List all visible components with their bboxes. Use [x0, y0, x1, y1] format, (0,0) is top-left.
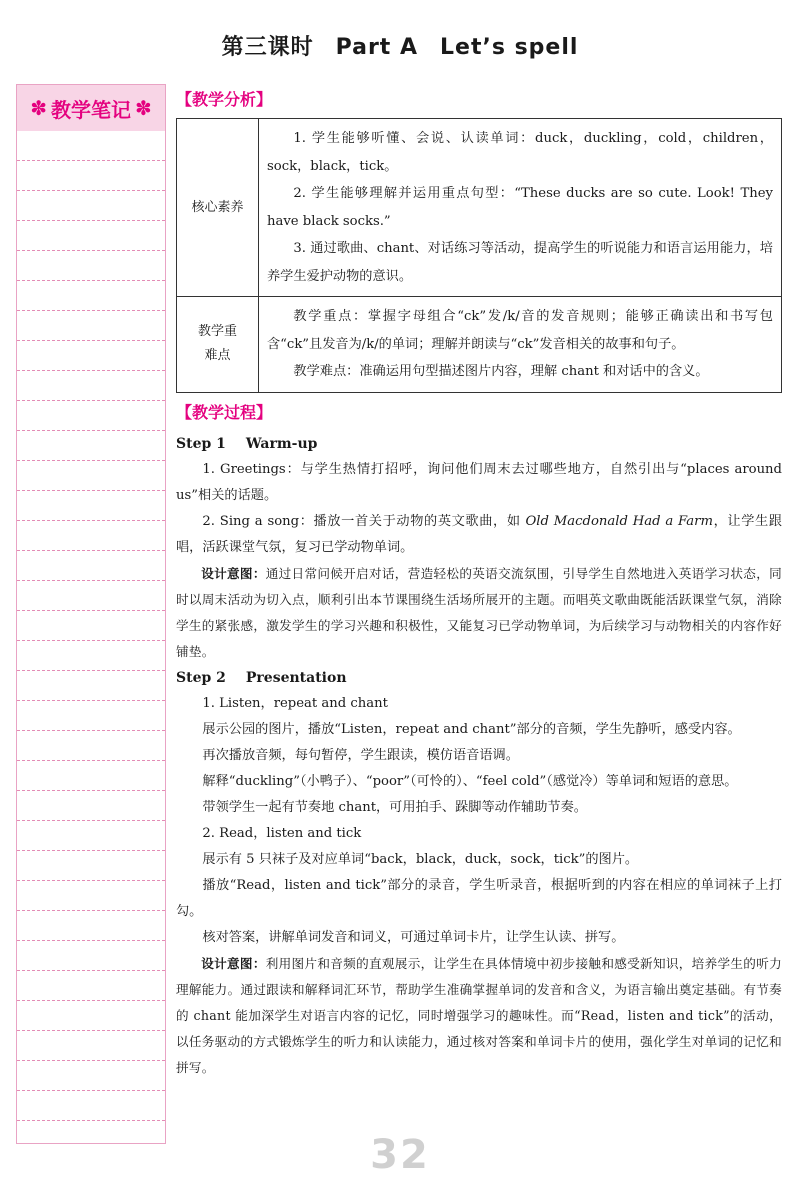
paragraph: 1. Listen，repeat and chant: [202, 695, 388, 711]
notes-ruled-lines: [17, 131, 165, 1143]
paragraph: 再次播放音频，每句暂停，学生跟读，模仿语音语调。: [202, 747, 519, 763]
step-1-title: Step 1 Warm-up: [176, 435, 318, 452]
flower-icon: ✽: [135, 96, 152, 120]
paragraph: 核对答案，讲解单词发音和词义，可通过单词卡片，让学生认读、拼写。: [202, 929, 625, 945]
design-intent: 设计意图：利用图片和音频的直观展示，让学生在具体情境中初步接触和感受新知识，培养学生的听力理解能力。通过跟读和解释词汇环节，帮助学生准确掌握单词的发音和含义，为语言输出奠定基础。有节奏的 chant 能加深学生对语言内容的记忆，同时增强学习的趣味性。而“Read，listen and tick”的活动，以任务驱动的方式锻炼学生的听力和认读能力，通过核对答案和单词卡片的使用，强化学生对单词的记忆和拼写。: [176, 955, 783, 1075]
paragraph: 2. 学生能够理解并运用重点句型：“These ducks are so cute. Look! They have black socks.”: [267, 186, 773, 229]
paragraph: 播放“Read，listen and tick”部分的录音，学生听录音，根据听到的内容在相应的单词袜子上打勾。: [176, 877, 782, 919]
design-intent: 设计意图：通过日常问候开启对话，营造轻松的英语交流氛围，引导学生自然地进入英语学习状态，同时以周末活动为切入点，顺利引出本节课围绕生活场所展开的主题。而唱英文歌曲既能活跃课堂气氛，消除学生的紧张感，激发学生的学习兴趣和积极性，又能复习已学动物单词，为后续学习与动物相关的内容作好铺垫。: [176, 565, 783, 659]
section-heading-process: 【教学过程】: [176, 402, 273, 422]
title-lesson-number: 第三课时: [221, 35, 314, 60]
row-label-core-literacy: 核心素养: [177, 119, 259, 297]
paragraph: 带领学生一起有节奏地 chant，可用拍手、跺脚等动作辅助节奏。: [202, 799, 587, 815]
paragraph: 2. Read，listen and tick: [202, 825, 362, 841]
analysis-table: [176, 118, 782, 393]
row-content-key-points: [259, 297, 782, 393]
page-number: 32: [370, 1132, 430, 1178]
page-title: [0, 30, 800, 61]
teaching-notes-header: [17, 85, 165, 131]
paragraph: 展示有 5 只袜子及对应单词“back，black，duck，sock，tick”的图片。: [202, 851, 639, 867]
teaching-notes-column: [16, 84, 166, 1144]
section-heading-analysis: 【教学分析】: [176, 90, 273, 109]
paragraph: 教学重点：掌握字母组合“ck”发/k/音的发音规则；能够正确读出和书写包含“ck”且发音为/k/的单词；理解并朗读与“ck”发音相关的故事和句子。: [267, 309, 773, 352]
paragraph: 解释“duckling”（小鸭子）、“poor”（可怜的）、“feel cold”（感觉冷）等单词和短语的意思。: [202, 773, 738, 789]
process-body: [176, 431, 782, 1081]
title-lesson-name: Let’s spell: [440, 35, 579, 60]
step-2-title: Step 2 Presentation: [176, 669, 347, 686]
paragraph: 2. Sing a song：播放一首关于动物的英文歌曲，如 Old Macdonald Had a Farm，让学生跟唱，活跃课堂气氛，复习已学动物单词。: [176, 513, 782, 555]
paragraph: 展示公园的图片，播放“Listen，repeat and chant”部分的音频，学生先静听，感受内容。: [202, 721, 741, 737]
paragraph: 教学难点：准确运用句型描述图片内容，理解 chant 和对话中的含义。: [293, 364, 709, 379]
paragraph: 1. 学生能够听懂、会说、认读单词：duck，duckling，cold，children，sock，black，tick。: [267, 131, 773, 174]
teaching-notes-label: 教学笔记: [51, 97, 131, 122]
paragraph: 3. 通过歌曲、chant、对话练习等活动，提高学生的听说能力和语言运用能力，培养学生爱护动物的意识。: [267, 241, 773, 284]
main-content: [176, 88, 782, 1081]
table-row: [177, 297, 782, 393]
paragraph: 1. Greetings：与学生热情打招呼，询问他们周末去过哪些地方，自然引出与“places around us”相关的话题。: [176, 461, 782, 503]
table-row: [177, 119, 782, 297]
flower-icon: ✽: [30, 96, 47, 120]
song-title: Old Macdonald Had a Farm: [525, 513, 713, 529]
row-content-core-literacy: [259, 119, 782, 297]
row-label-key-points: 教学重 难点: [177, 297, 259, 393]
title-part: Part A: [335, 35, 419, 60]
